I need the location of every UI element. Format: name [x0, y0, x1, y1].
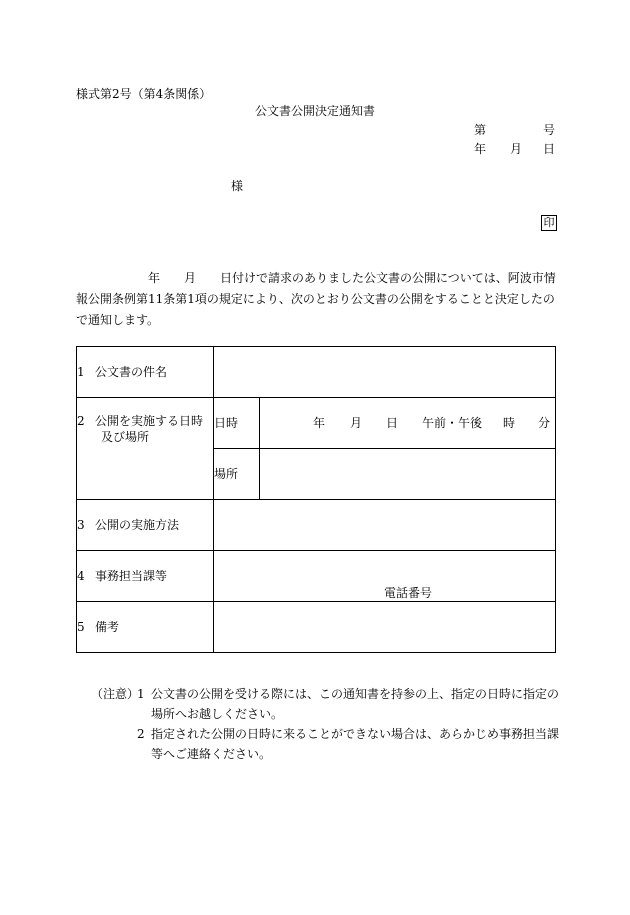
body-paragraph: [76, 268, 558, 331]
date-month: 月: [510, 142, 523, 156]
note-2-line1: 2 指定された公開の日時に来ることができない場合は、あらかじめ事務担当課: [137, 727, 560, 741]
place-label: 場所: [214, 449, 260, 500]
note-1-line2: 場所へお越しください。: [151, 707, 284, 721]
document-title: 公文書公開決定通知書: [255, 104, 376, 118]
notice-table: [76, 346, 556, 653]
addressee-sama: 様: [231, 179, 244, 193]
row1-label: 1 公文書の件名: [77, 347, 214, 398]
para-year: 年: [148, 271, 161, 285]
form-number: 様式第2号（第4条関係）: [76, 87, 212, 101]
para-text: 日付けで請求のありました公文書の公開については、阿波市情報公開条例第11条第1項の規定により、次のとおり公文書の公開をすることと決定したので通知します。: [76, 271, 556, 327]
seal-mark: 印: [541, 215, 557, 231]
table-row: [77, 347, 556, 398]
row1-value: [214, 347, 556, 398]
row3-label: 3 公開の実施方法: [77, 500, 214, 551]
phone-label: 電話番号: [384, 586, 433, 600]
place-value: [260, 449, 556, 500]
table-row: [77, 398, 556, 449]
datetime-label: 日時: [214, 398, 260, 449]
table-row: [77, 602, 556, 653]
note-2-line2: 等へご連絡ください。: [151, 747, 272, 761]
table-row: [77, 551, 556, 602]
row4-value: [214, 551, 556, 602]
number-dai: 第: [474, 123, 487, 137]
note-1-line1: 1 公文書の公開を受ける際には、この通知書を持参の上、指定の日時に指定の: [137, 687, 560, 701]
row4-label: 4 事務担当課等: [77, 551, 214, 602]
date-year: 年: [474, 142, 487, 156]
row5-label: 5 備考: [77, 602, 214, 653]
row3-value: [214, 500, 556, 551]
datetime-value: 年 月 日 午前・午後 時 分: [260, 398, 556, 449]
notes-heading: （注意）: [91, 687, 140, 701]
row2-label: 2 公開を実施する日時 及び場所: [77, 398, 214, 500]
row5-value: [214, 602, 556, 653]
date-day: 日: [543, 142, 556, 156]
number-go: 号: [543, 123, 556, 137]
para-month: 月: [184, 271, 197, 285]
table-row: [77, 500, 556, 551]
